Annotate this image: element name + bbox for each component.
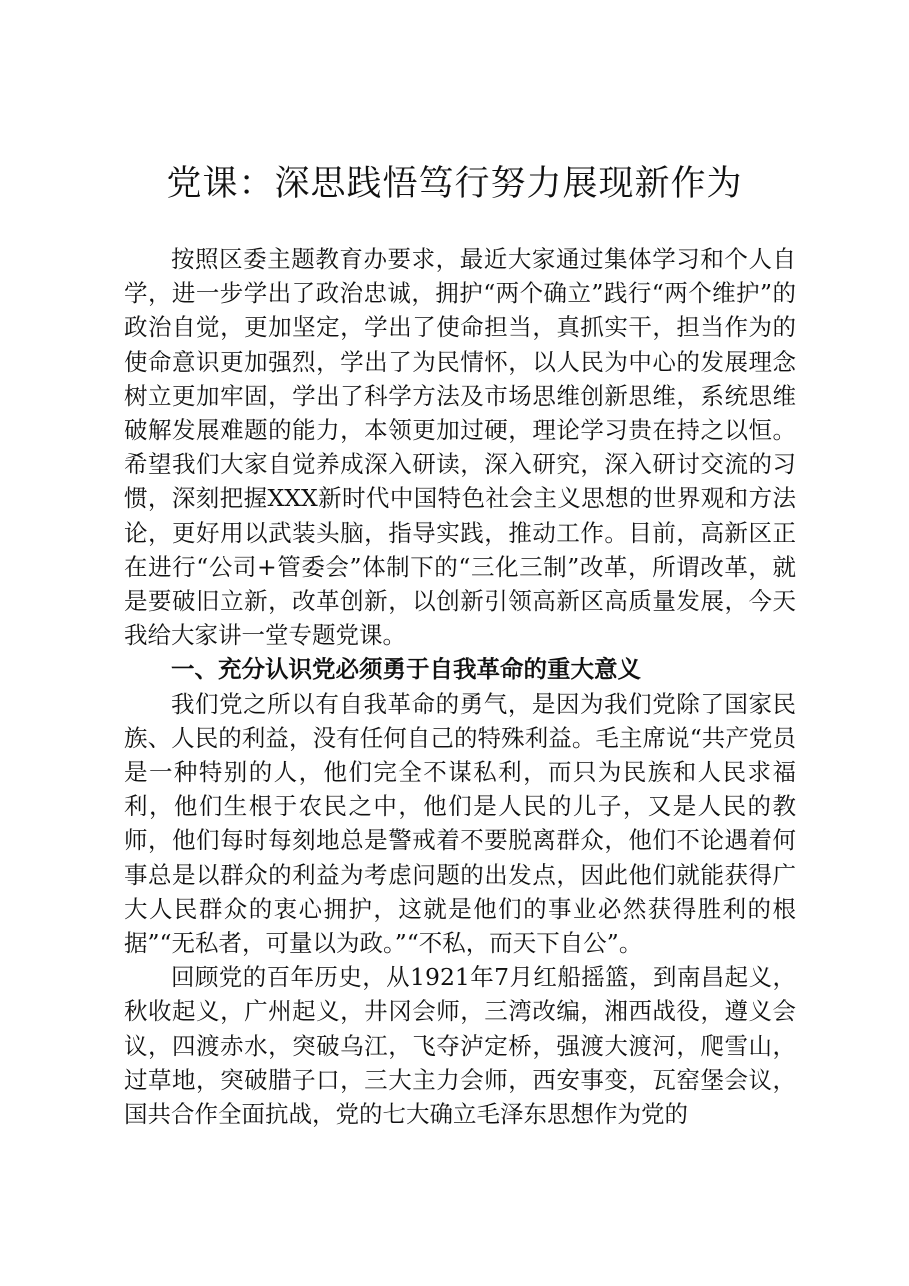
- section-paragraph-1: 我们党之所以有自我革命的勇气，是因为我们党除了国家民族、人民的利益，没有任何自己的特殊利益。毛主席说“共产党员是一种特别的人，他们完全不谋私利，而只为民族和人民求福利，他们生根于农民之中，他们是人民的儿子，又是人民的教师，他们每时每刻地总是警戒着不要脱离群众，他们不论遇着何事总是以群众的利益为考虑问题的出发点，因此他们就能获得广大人民群众的衷心拥护，这就是他们的事业必然获得胜利的根据”“无私者，可量以为政。”“不私，而天下自公”。: [124, 689, 796, 958]
- section-heading: 一、充分认识党必须勇于自我革命的重大意义: [171, 655, 641, 684]
- document-body: [124, 242, 796, 1131]
- section-paragraph-2: 回顾党的百年历史，从1921年7月红船摇篮，到南昌起义，秋收起义，广州起义，井冈会师，三湾改编，湘西战役，遵义会议，四渡赤水，突破乌江，飞夺泸定桥，强渡大渡河，爬雪山，过草地，突破腊子口，三大主力会师，西安事变，瓦窑堡会议，国共合作全面抗战，党的七大确立毛泽东思想作为党的: [124, 963, 796, 1129]
- document-title: 党课：深思践悟笃行努力展现新作为: [166, 164, 743, 204]
- intro-paragraph: 按照区委主题教育办要求，最近大家通过集体学习和个人自学，进一步学出了政治忠诚，拥护“两个确立”践行“两个维护”的政治自觉，更加坚定，学出了使命担当，真抓实干，担当作为的使命意识更加强烈，学出了为民情怀，以人民为中心的发展理念树立更加牢固，学出了科学方法及市场思维创新思维，系统思维破解发展难题的能力，本领更加过硬，理论学习贵在持之以恒。希望我们大家自觉养成深入研读，深入研究，深入研讨交流的习惯，深刻把握XXX新时代中国特色社会主义思想的世界观和方法论，更好用以武装头脑，指导实践，推动工作。目前，高新区正在进行“公司+管委会”体制下的“三化三制”改革，所谓改革，就是要破旧立新，改革创新，以创新引领高新区高质量发展，今天我给大家讲一堂专题党课。: [124, 245, 796, 650]
